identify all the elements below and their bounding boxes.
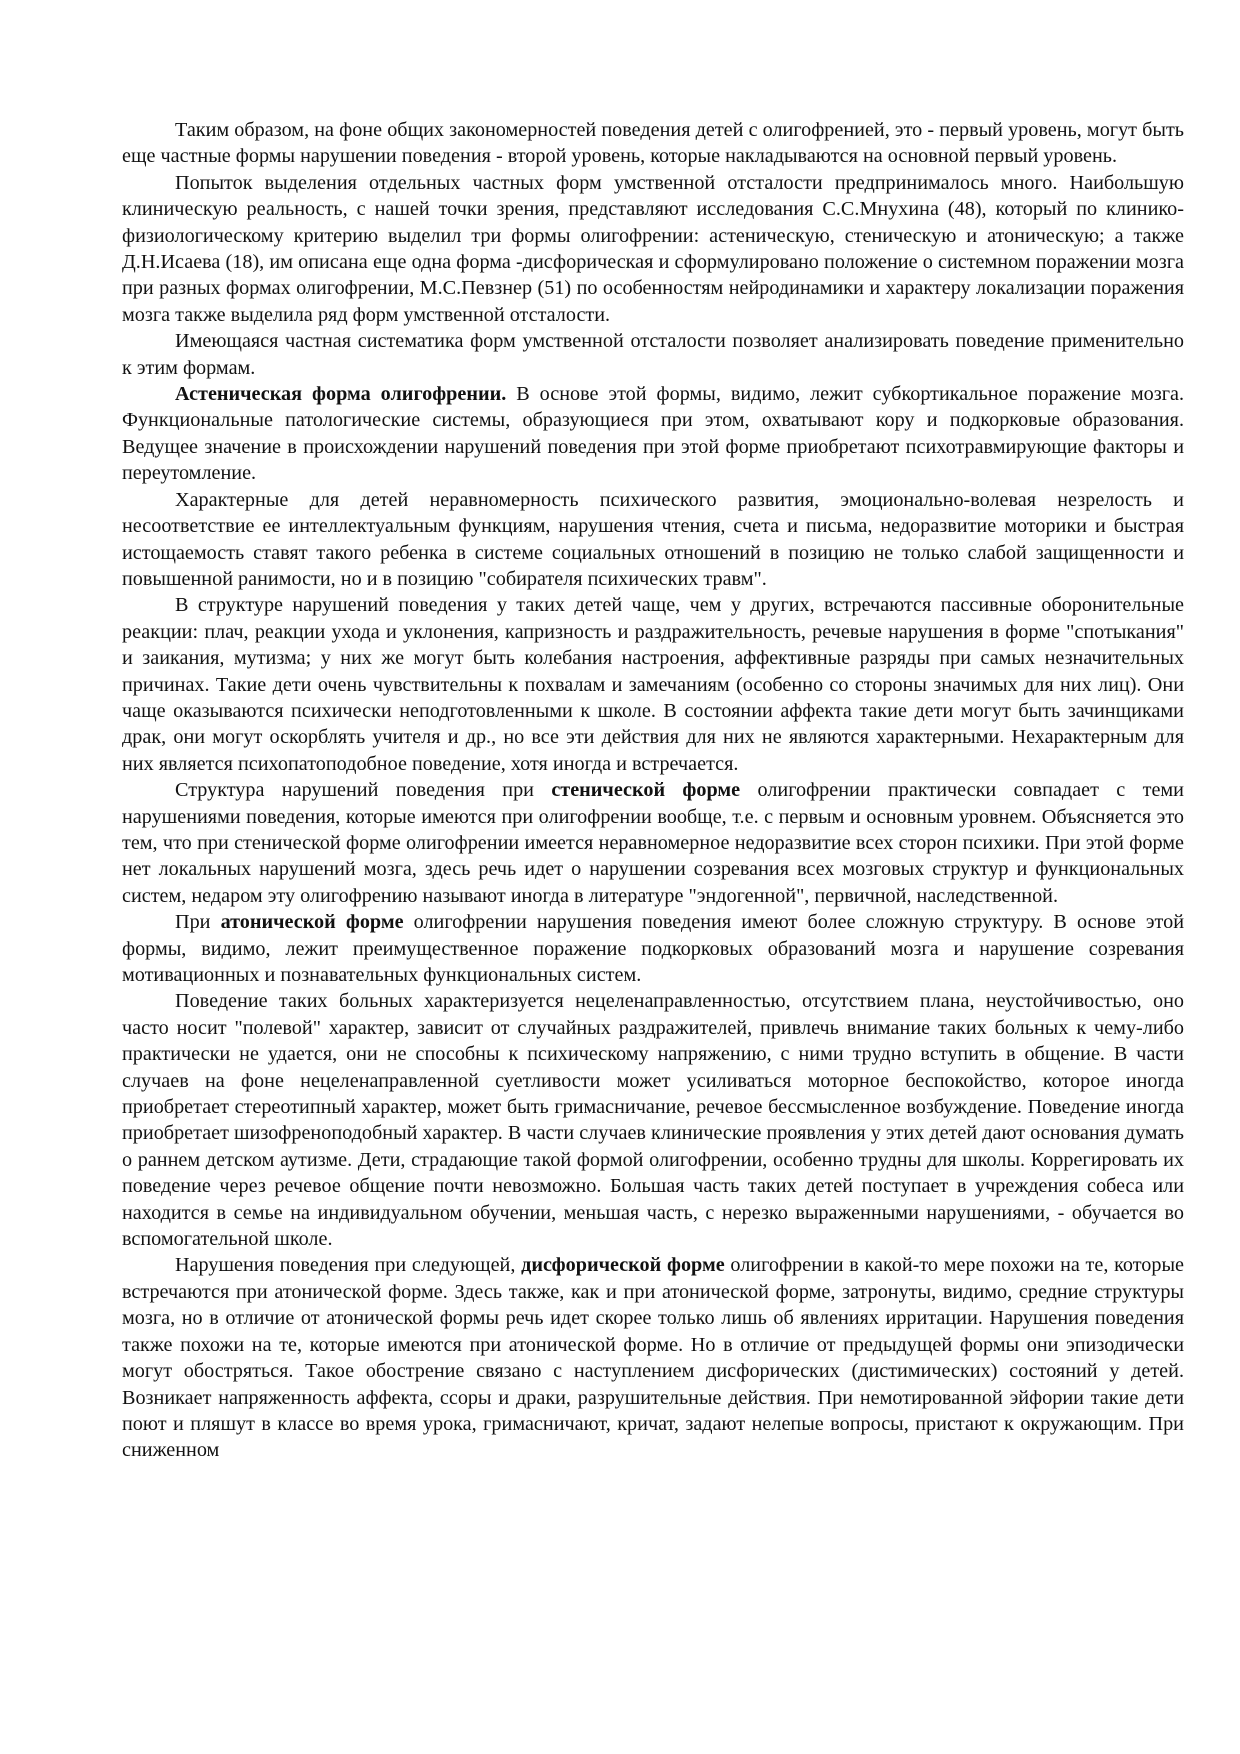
paragraph-5 (122, 487, 1184, 593)
bold-term-atonic-form: атонической форме (220, 911, 404, 934)
paragraph-text: В структуре нарушений поведения у таких детей чаще, чем у других, встречаются пассивные оборонительные реакции: плач, реакции ухода и уклонения, капризность и раздражительность, речевые нарушения в форме "спотыкания" и заикания, мутизма; у них же могут быть колебания настроения, аффективные разряды при самых незначительных причинах. Такие дети очень чувствительны к похвалам и замечаниям (особенно со стороны значимых для них лиц). Они чаще оказываются психически неподготовленными к школе. В состоянии аффекта такие дети могут быть зачинщиками драк, они могут оскорблять учителя и др., но все эти действия для них не являются характерными. Нехарактерным для них является психопатоподобное поведение, хотя иногда и встречается. (122, 594, 1184, 775)
paragraph-text: Нарушения поведения при следующей, (175, 1254, 522, 1277)
paragraph-1 (122, 117, 1184, 170)
paragraph-6 (122, 592, 1184, 777)
paragraph-text: Попыток выделения отдельных частных форм умственной отсталости предпринималось много. Наибольшую клиническую реальность, с нашей точки зрения, представляют исследования С.С.Мнухина (48), который по клинико-физиологическому критерию выделил три формы олигофрении: астеническую, стеническую и атоническую; а также Д.Н.Исаева (18), им описана еще одна форма -дисфорическая и сформулировано положение о системном поражении мозга при разных формах олигофрении, М.С.Певзнер (51) по особенностям нейродинамики и характеру локализации поражения мозга также выделила ряд форм умственной отсталости. (122, 171, 1184, 326)
paragraph-text: Имеющаяся частная систематика форм умственной отсталости позволяет анализировать поведение применительно к этим формам. (122, 330, 1184, 379)
paragraph-text: олигофрении в какой-то мере похожи на те, которые встречаются при атонической форме. Здесь также, как и при атонической форме, затронуты, видимо, средние структуры мозга, но в отличие от атонической формы речь идет скорее только лишь об явлениях ирритации. Нарушения поведения также похожи на те, которые имеются при атонической форме. Но в отличие от предыдущей формы они эпизодически могут обостряться. Такое обострение связано с наступлением дисфорических (дистимических) состояний у детей. Возникает напряженность аффекта, ссоры и драки, разрушительные действия. При немотированной эйфории такие дети поют и пляшут в классе во время урока, гримасничают, кричат, задают нелепые вопросы, пристают к окружающим. При сниженном (122, 1254, 1184, 1462)
paragraph-10-dysphoric-form (122, 1252, 1184, 1463)
paragraph-3 (122, 328, 1184, 381)
paragraph-text: Таким образом, на фоне общих закономерностей поведения детей с олигофренией, это - первый уровень, могут быть еще частные формы нарушении поведения - второй уровень, которые накладываются на основной первый уровень. (122, 119, 1184, 168)
paragraph-text: При (175, 911, 221, 934)
paragraph-8-atonic-form (122, 909, 1184, 988)
paragraph-9 (122, 988, 1184, 1252)
paragraph-text: В основе этой формы, видимо, лежит субкортикальное поражение мозга. Функциональные патологические системы, образующиеся при этом, охватывают кору и подкорковые образования. Ведущее значение в происхождении нарушений поведения при этой форме приобретают психотравмирующие факторы и переутомление. (122, 383, 1184, 485)
bold-term-asthenic-form: Астеническая форма олигофрении. (175, 383, 507, 406)
document-page (122, 117, 1184, 1464)
paragraph-4-asthenic-form (122, 381, 1184, 487)
bold-term-dysphoric-form: дисфорической форме (521, 1254, 725, 1277)
paragraph-text: Поведение таких больных характеризуется нецеленаправленностью, отсутствием плана, неустойчивостью, оно часто носит "полевой" характер, зависит от случайных раздражителей, привлечь внимание таких больных к чему-либо практически не удается, они не способны к психическому напряжению, с ними трудно вступить в общение. В части случаев на фоне нецеленаправленной суетливости может усиливаться моторное беспокойство, которое иногда приобретает стереотипный характер, может быть гримасничание, речевое бессмысленное возбуждение. Поведение иногда приобретает шизофреноподобный характер. В части случаев клинические проявления у этих детей дают основания думать о раннем детском аутизме. Дети, страдающие такой формой олигофрении, особенно трудны для школы. Коррегировать их поведение через речевое общение почти невозможно. Большая часть таких детей поступает в учреждения собеса или находится в семье на индивидуальном обучении, меньшая часть, с нерезко выраженными нарушениями, - обучается во вспомогательной школе. (122, 990, 1184, 1251)
paragraph-text: Структура нарушений поведения при (175, 779, 552, 802)
paragraph-text: Характерные для детей неравномерность психического развития, эмоционально-волевая незрелость и несоответствие ее интеллектуальным функциям, нарушения чтения, счета и письма, недоразвитие моторики и быстрая истощаемость ставят такого ребенка в системе социальных отношений в позицию не только слабой защищенности и повышенной ранимости, но и в позицию "собирателя психических травм". (122, 488, 1184, 590)
paragraph-2 (122, 170, 1184, 328)
paragraph-text: олигофрении нарушения поведения имеют более сложную структуру. В основе этой формы, видимо, лежит преимущественное поражение подкорковых образований мозга и нарушение созревания мотивационных и познавательных функциональных систем. (122, 911, 1184, 986)
bold-term-sthenic-form: стенической форме (551, 779, 741, 802)
paragraph-text: олигофрении практически совпадает с теми нарушениями поведения, которые имеются при олигофрении вообще, т.е. с первым и основным уровнем. Объясняется это тем, что при стенической форме олигофрении имеется неравномерное недоразвитие всех сторон психики. При этой форме нет локальных нарушений мозга, здесь речь идет о нарушении созревания всех мозговых структур и функциональных систем, недаром эту олигофрению называют иногда в литературе "эндогенной", первичной, наследственной. (122, 779, 1184, 907)
paragraph-7-sthenic-form (122, 777, 1184, 909)
